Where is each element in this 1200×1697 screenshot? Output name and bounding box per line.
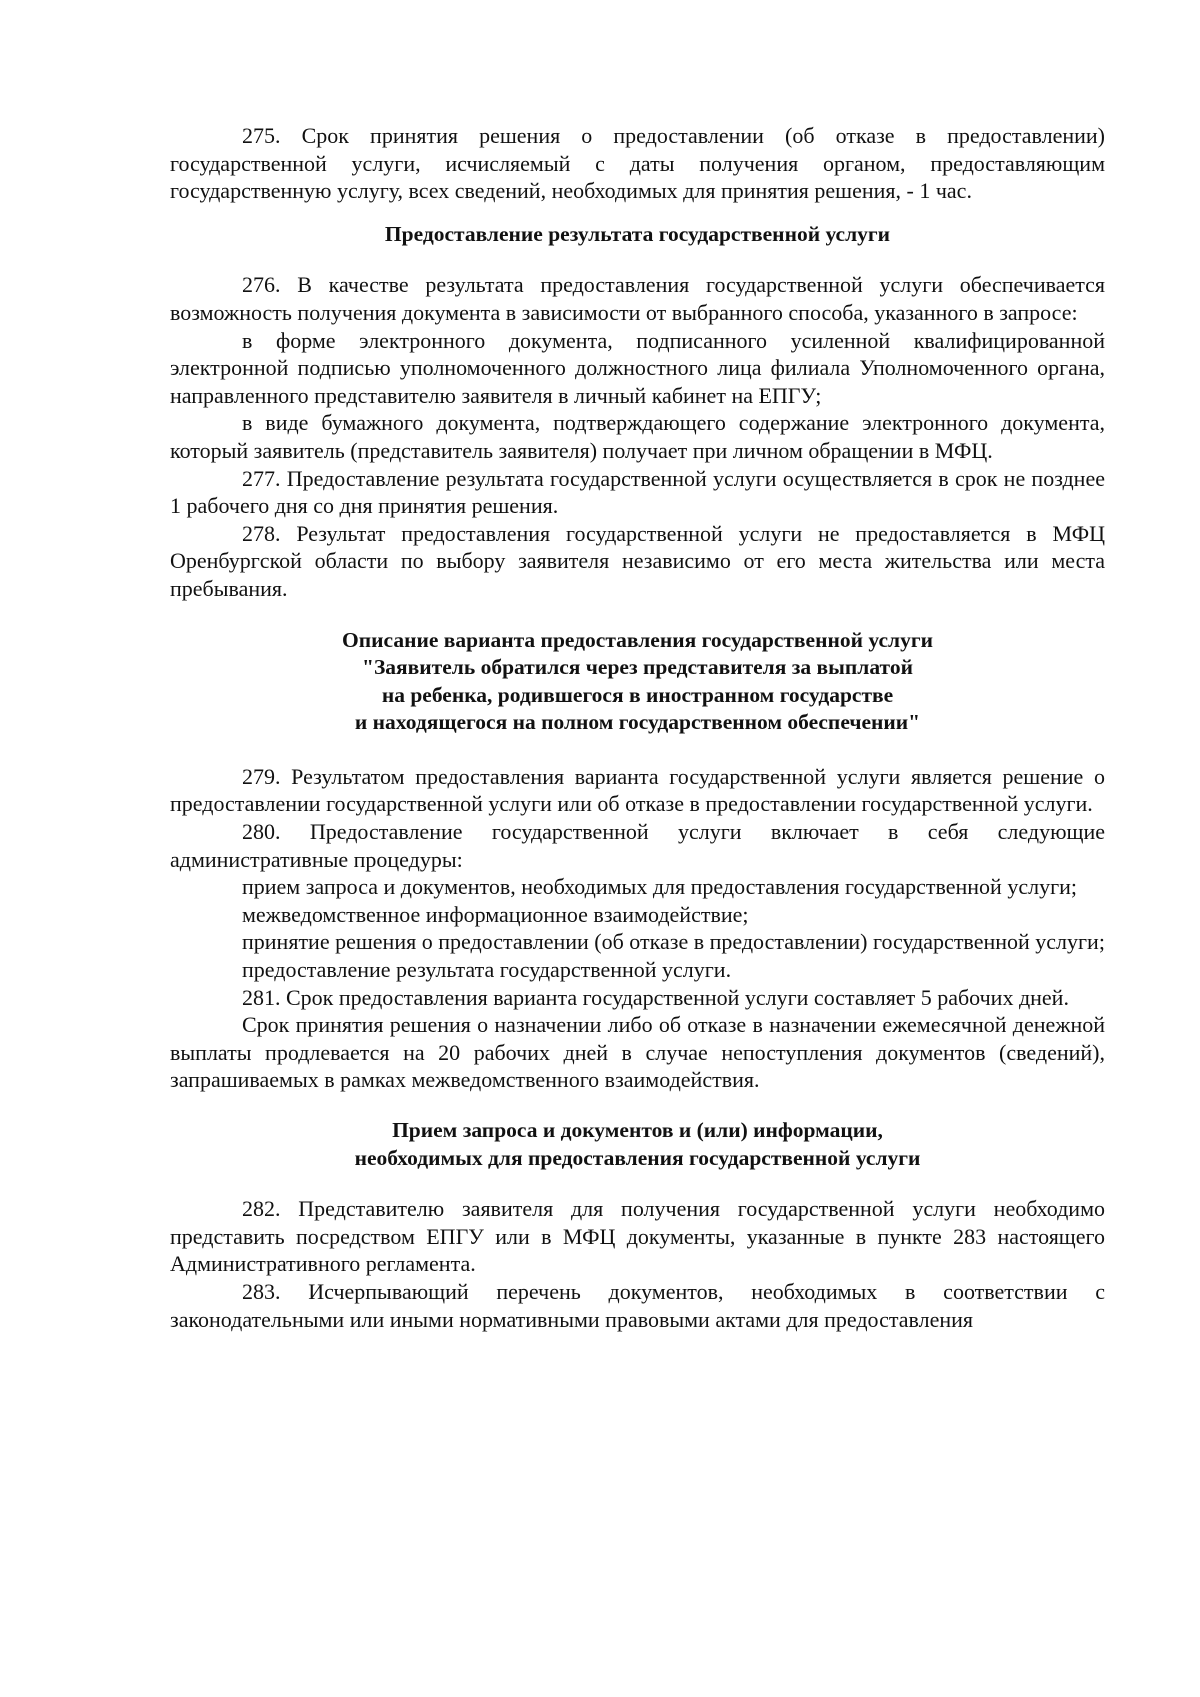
- paragraph-275: 275. Срок принятия решения о предоставлении (об отказе в предоставлении) государственной услуги, исчисляемый с даты получения органом, предоставляющим государственную услугу, всех сведений, необходимых для принятия решения, - 1 час.: [170, 123, 1105, 204]
- paragraph-280-interaction: межведомственное информационное взаимодействие;: [242, 901, 749, 927]
- paragraph-280: 280. Предоставление государственной услуги включает в себя следующие административные процедуры:: [170, 819, 1105, 872]
- paragraph-276-paper: в виде бумажного документа, подтверждающего содержание электронного документа, который заявитель (представитель заявителя) получает при личном обращении в МФЦ.: [170, 410, 1105, 463]
- heading-variant-line-2: "Заявитель обратился через представителя за выплатой: [362, 655, 913, 680]
- heading-request-line-1: Прием запроса и документов и (или) информации,: [392, 1118, 883, 1142]
- paragraph-282: 282. Представителю заявителя для получения государственной услуги необходимо представить посредством ЕПГУ или в МФЦ документы, указанные в пункте 283 настоящего Административного регламента.: [170, 1196, 1105, 1277]
- heading-variant-line-4: и находящегося на полном государственном обеспечении": [354, 710, 921, 735]
- heading-variant-line-1: Описание варианта предоставления государственной услуги: [342, 627, 933, 652]
- heading-request-reception: [170, 1117, 1105, 1172]
- heading-variant-description: [170, 627, 1105, 737]
- heading-request-line-2: необходимых для предоставления государственной услуги: [354, 1145, 921, 1170]
- heading-variant-line-3: на ребенка, родившегося в иностранном государстве: [381, 682, 894, 707]
- paragraph-280-result: предоставление результата государственной услуги.: [242, 957, 732, 983]
- paragraph-278: 278. Результат предоставления государственной услуги не предоставляется в МФЦ Оренбургской области по выбору заявителя независимо от его места жительства или места пребывания.: [170, 520, 1105, 601]
- paragraph-276: 276. В качестве результата предоставления государственной услуги обеспечивается возможность получения документа в зависимости от выбранного способа, указанного в запросе:: [170, 272, 1105, 325]
- paragraph-279: 279. Результатом предоставления варианта государственной услуги является решение о предоставлении государственной услуги или об отказе в предоставлении государственной услуги.: [170, 763, 1105, 817]
- document-page: [170, 122, 1105, 1333]
- paragraph-281-extension: Срок принятия решения о назначении либо об отказе в назначении ежемесячной денежной выплаты продлевается на 20 рабочих дней в случае непоступления документов (сведений), запрашиваемых в рамках межведомственного взаимодействия.: [170, 1012, 1105, 1093]
- paragraph-277: 277. Предоставление результата государственной услуги осуществляется в срок не позднее 1 рабочего дня со дня принятия решения.: [170, 465, 1105, 519]
- paragraph-280-decision: принятие решения о предоставлении (об отказе в предоставлении) государственной услуги;: [242, 929, 1105, 955]
- paragraph-276-electronic: в форме электронного документа, подписанного усиленной квалифицированной электронной подписью уполномоченного должностного лица филиала Уполномоченного органа, направленного представителю заявителя в личный кабинет на ЕПГУ;: [170, 327, 1105, 408]
- paragraph-283: 283. Исчерпывающий перечень документов, необходимых в соответствии с законодательными или иными нормативными правовыми актами для предоставления: [170, 1278, 1105, 1332]
- paragraph-281: 281. Срок предоставления варианта государственной услуги составляет 5 рабочих дней.: [242, 984, 1069, 1010]
- paragraph-280-request: прием запроса и документов, необходимых для предоставления государственной услуги;: [242, 874, 1077, 900]
- heading-result-provision: Предоставление результата государственной услуги: [384, 221, 891, 246]
